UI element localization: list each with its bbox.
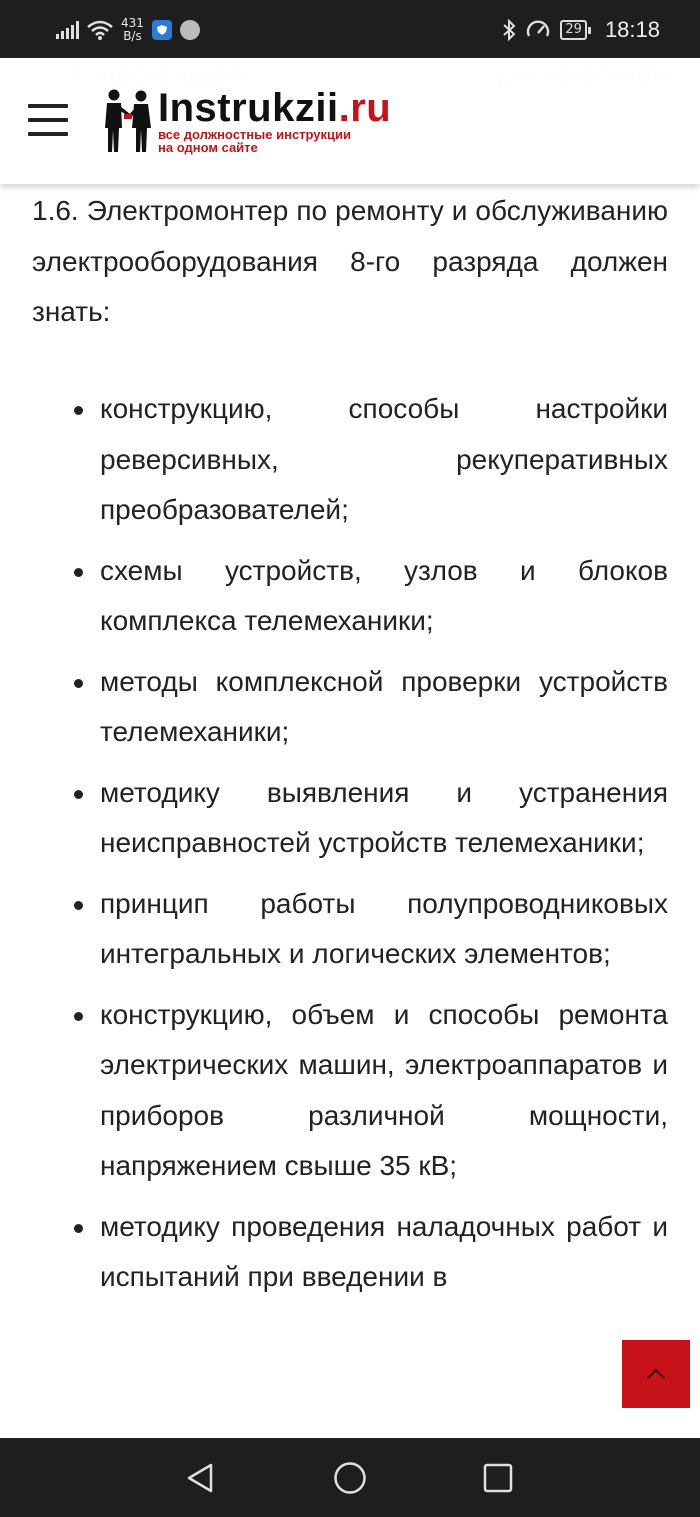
recents-button[interactable] — [478, 1458, 518, 1498]
logo-subtitle-line2: на одном сайте — [158, 140, 258, 155]
list-item: конструкцию, объем и способы ремонта электрических машин, электроаппаратов и приборов различной мощности, напряжением свыше 35 кВ; — [100, 990, 668, 1192]
list-item: конструкцию, способы настройки реверсивных, рекуперативных преобразователей; — [100, 384, 668, 536]
back-button[interactable] — [180, 1458, 220, 1498]
home-button[interactable] — [330, 1458, 370, 1498]
net-speed-unit: B/s — [123, 29, 142, 43]
logo-title-main: Instrukzii — [158, 86, 339, 130]
scroll-to-top-button[interactable] — [622, 1340, 690, 1408]
menu-bar-icon — [28, 132, 68, 136]
article-list — [100, 384, 668, 1313]
site-logo[interactable] — [100, 86, 420, 156]
status-bar — [0, 0, 700, 58]
menu-bar-icon — [28, 104, 68, 108]
menu-button[interactable] — [28, 104, 68, 136]
menu-bar-icon — [28, 118, 68, 122]
signal-icon — [56, 21, 79, 39]
back-icon — [185, 1462, 215, 1494]
list-item: методику выявления и устранения неисправностей устройств телемеханики; — [100, 768, 668, 869]
page-content[interactable] — [0, 58, 700, 1438]
shield-app-icon — [152, 20, 172, 40]
logo-figures-icon — [100, 88, 156, 154]
status-time: 18:18 — [604, 17, 660, 42]
recents-icon — [483, 1463, 513, 1493]
logo-subtitle — [158, 128, 351, 154]
list-item: схемы устройств, узлов и блоков комплекса телемеханики; — [100, 546, 668, 647]
logo-title-tld: .ru — [338, 86, 392, 130]
net-speed — [121, 17, 144, 43]
home-icon — [333, 1461, 367, 1495]
bluetooth-icon — [502, 19, 516, 41]
net-speed-value: 431 — [121, 16, 144, 30]
status-bar-right — [502, 10, 660, 50]
list-item: методику проведения наладочных работ и испытаний при введении в — [100, 1202, 668, 1303]
list-item: принцип работы полупроводниковых интегральных и логических элементов; — [100, 879, 668, 980]
site-header — [0, 58, 700, 184]
battery-icon: 29 — [560, 20, 587, 40]
wifi-icon — [87, 20, 113, 40]
sound-app-icon — [180, 20, 200, 40]
list-item: методы комплексной проверки устройств телемеханики; — [100, 657, 668, 758]
status-bar-left — [56, 10, 200, 50]
logo-subtitle-line1: все должностные инструкции — [158, 127, 352, 142]
chevron-up-icon — [645, 1367, 667, 1381]
logo-title — [158, 86, 391, 130]
speed-icon — [526, 19, 550, 41]
article-intro: 1.6. Электромонтер по ремонту и обслуживанию электрооборудования 8-го разряда должен знать: — [32, 195, 668, 327]
navigation-bar — [0, 1438, 700, 1517]
